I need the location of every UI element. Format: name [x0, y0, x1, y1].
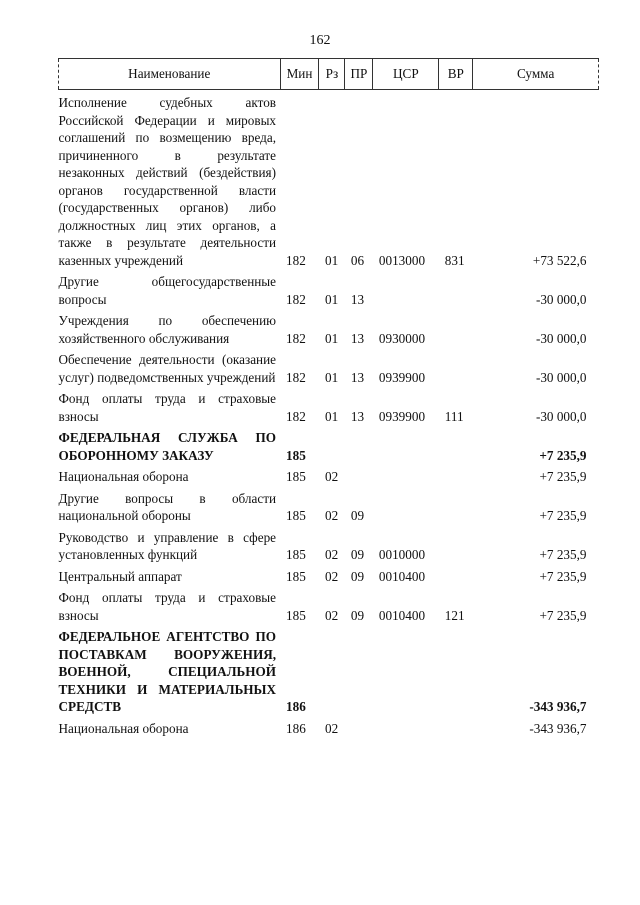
header-vr: ВР [439, 59, 473, 90]
cell-name: Другие общегосударственные вопросы [58, 274, 277, 307]
cell-min: 185 [286, 447, 306, 463]
table-row [59, 628, 599, 716]
cell-rz: 02 [324, 508, 339, 523]
cell-rz: 02 [324, 607, 339, 623]
cell-pr: 06 [350, 252, 365, 268]
cell-pr: 13 [350, 369, 365, 385]
cell-min: 186 [286, 699, 306, 714]
header-rz: Рз [319, 59, 345, 90]
cell-name: Фонд оплаты труда и страховые взносы [58, 391, 277, 424]
cell-csr: 0010400 [378, 607, 426, 623]
header-csr: ЦСР [373, 59, 439, 90]
cell-sum: -343 936,7 [529, 699, 587, 714]
cell-min: 185 [286, 508, 306, 523]
cell-name: Центральный аппарат [58, 568, 182, 584]
table-row [59, 390, 599, 425]
header-sum: Сумма [473, 59, 599, 90]
cell-pr [345, 720, 373, 738]
cell-name: Национальная оборона [58, 469, 189, 484]
cell-vr: 121 [444, 607, 465, 623]
cell-vr [439, 490, 473, 525]
cell-rz: 01 [324, 291, 339, 307]
cell-pr: 09 [350, 508, 365, 523]
cell-vr [439, 351, 473, 386]
cell-rz: 02 [324, 547, 339, 562]
cell-csr: 0010000 [378, 547, 426, 562]
table-row [59, 490, 599, 525]
header-pr: ПР [345, 59, 373, 90]
cell-rz: 01 [324, 369, 339, 385]
cell-pr: 09 [350, 547, 365, 562]
header-name: Наименование [59, 59, 281, 90]
table-body [59, 90, 599, 738]
cell-sum: +7 235,9 [539, 508, 587, 523]
table-row [59, 568, 599, 586]
cell-name: Фонд оплаты труда и страховые взносы [58, 590, 277, 623]
cell-sum: +7 235,9 [539, 547, 587, 562]
cell-rz: 01 [324, 408, 339, 424]
cell-rz [319, 628, 345, 716]
cell-min: 185 [286, 547, 306, 562]
cell-sum: +73 522,6 [532, 252, 587, 268]
cell-min: 185 [286, 607, 306, 623]
cell-sum: +7 235,9 [539, 568, 587, 584]
page-number: 162 [309, 33, 331, 48]
cell-min: 182 [286, 369, 306, 385]
cell-sum: -30 000,0 [535, 291, 587, 307]
cell-name: Руководство и управление в сфере установленных функций [58, 529, 277, 562]
cell-sum: +7 235,9 [539, 469, 587, 484]
cell-csr [373, 490, 439, 525]
cell-pr: 09 [350, 607, 365, 623]
cell-vr: 831 [444, 252, 465, 268]
table-row [59, 90, 599, 270]
cell-min: 185 [286, 469, 306, 484]
cell-pr: 13 [350, 330, 365, 346]
cell-vr [439, 628, 473, 716]
cell-pr: 13 [350, 408, 365, 424]
table-row [59, 351, 599, 386]
header-min: Мин [280, 59, 319, 90]
budget-table [58, 58, 599, 737]
cell-pr [345, 429, 373, 464]
table-row [59, 468, 599, 486]
cell-rz: 02 [324, 720, 339, 736]
cell-min: 186 [286, 720, 306, 736]
cell-csr [373, 628, 439, 716]
cell-rz: 02 [324, 568, 339, 584]
cell-min: 182 [286, 408, 306, 424]
table-row [59, 429, 599, 464]
table-row [59, 720, 599, 738]
cell-csr [373, 429, 439, 464]
cell-name: Обеспечение деятельности (оказание услуг) подведомственных учреждений [58, 352, 277, 385]
table-row [59, 589, 599, 624]
table-row [59, 312, 599, 347]
cell-sum: -343 936,7 [529, 720, 587, 736]
cell-min: 182 [286, 330, 306, 346]
cell-csr: 0939900 [378, 408, 426, 424]
cell-pr: 09 [350, 568, 365, 584]
cell-pr [345, 628, 373, 716]
cell-rz [319, 429, 345, 464]
cell-min: 182 [286, 291, 306, 307]
cell-vr [439, 568, 473, 586]
cell-rz: 02 [324, 469, 339, 484]
cell-vr [439, 273, 473, 308]
cell-vr [439, 529, 473, 564]
cell-vr: 111 [444, 408, 464, 424]
cell-vr [439, 468, 473, 486]
cell-sum: +7 235,9 [539, 607, 587, 623]
cell-csr: 0939900 [378, 369, 426, 385]
cell-csr [373, 720, 439, 738]
cell-vr [439, 429, 473, 464]
cell-name: Национальная оборона [58, 720, 189, 736]
cell-sum: -30 000,0 [535, 330, 587, 346]
cell-min: 182 [286, 252, 306, 268]
cell-pr [345, 468, 373, 486]
cell-vr [439, 312, 473, 347]
cell-sum: +7 235,9 [539, 447, 587, 463]
cell-pr: 13 [350, 291, 365, 307]
cell-name: Учреждения по обеспечению хозяйственного обслуживания [58, 313, 277, 346]
cell-csr: 0013000 [378, 252, 426, 268]
cell-name: ФЕДЕРАЛЬНАЯ СЛУЖБА ПО ОБОРОННОМУ ЗАКАЗУ [58, 430, 277, 463]
table-row [59, 273, 599, 308]
cell-name: Исполнение судебных актов Российской Федерации и мировых соглашений по возмещению вреда, причиненного в результате незаконных действий (бездействия) органов государственной власти (государственных органов) либо должностных лиц этих органов, а также в результате деятельности казенных учреждений [58, 95, 277, 268]
cell-csr [373, 273, 439, 308]
cell-rz: 01 [324, 330, 339, 346]
cell-csr [373, 468, 439, 486]
cell-min: 185 [286, 568, 306, 584]
cell-sum: -30 000,0 [535, 408, 587, 424]
table-row [59, 529, 599, 564]
cell-name: Другие вопросы в области национальной обороны [58, 490, 277, 523]
cell-csr: 0930000 [378, 330, 426, 346]
table-header-row [59, 59, 599, 90]
cell-sum: -30 000,0 [535, 369, 587, 385]
cell-rz: 01 [324, 252, 339, 268]
cell-name: ФЕДЕРАЛЬНОЕ АГЕНТСТВО ПО ПОСТАВКАМ ВООРУЖЕНИЯ, ВОЕННОЙ, СПЕЦИАЛЬНОЙ ТЕХНИКИ И МАТЕРИАЛЬНЫХ СРЕДСТВ [58, 629, 277, 714]
cell-vr [439, 720, 473, 738]
cell-csr: 0010400 [378, 568, 426, 584]
